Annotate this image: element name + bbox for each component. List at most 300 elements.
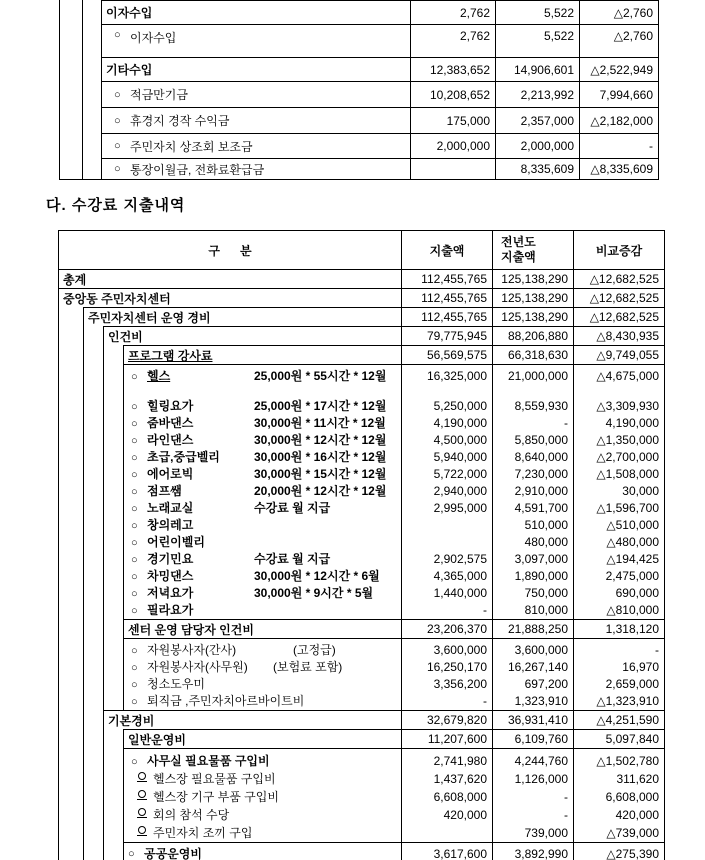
circle-bullet-icon: ○ xyxy=(131,401,138,413)
row-label: 기본경비 xyxy=(108,713,155,728)
line-item xyxy=(131,676,401,693)
circle-bullet-icon: ○ xyxy=(128,847,135,860)
indent-corridor xyxy=(59,326,84,345)
row-label: 이자수입 xyxy=(130,31,177,45)
diff-value: △480,000 xyxy=(606,535,659,549)
prev-spend-value: 1,890,000 xyxy=(514,569,568,583)
circle-bullet-icon: ○ xyxy=(131,645,138,657)
spend-value: 4,500,000 xyxy=(433,433,487,447)
prev-spend-value: 16,267,140 xyxy=(507,660,568,674)
indent-corridor xyxy=(60,57,83,81)
diff-value: - xyxy=(579,134,658,158)
diff-value: △4,251,590 xyxy=(573,711,664,729)
circle-underline-bullet-icon xyxy=(137,826,153,838)
indent-corridor xyxy=(83,133,102,158)
prev-spend-value: 6,109,760 xyxy=(492,730,573,748)
prev-spend-value: 21,000,000 xyxy=(507,369,568,383)
indent-corridor xyxy=(83,81,102,107)
prev-spend-value: 510,000 xyxy=(524,518,568,532)
table-row xyxy=(59,729,664,748)
item-detail: 30,000원 * 16시간 * 12월 xyxy=(254,450,387,464)
spend-value: 112,455,765 xyxy=(401,308,492,326)
circle-bullet-icon: ○ xyxy=(131,554,138,566)
spend-value: 175,000 xyxy=(410,108,495,133)
item-label: 경기민요 xyxy=(147,552,194,566)
diff-value: △2,760 xyxy=(579,25,658,57)
prev-spend-value: 5,522 xyxy=(495,1,579,24)
prev-spend-value: 66,318,630 xyxy=(492,346,573,364)
indent-corridor xyxy=(59,345,84,364)
item-label: 헬스장 필요물품 구입비 xyxy=(153,772,276,786)
category-cell xyxy=(124,639,401,710)
prev-spend-value: 8,559,930 xyxy=(514,399,568,413)
item-label: 줌바댄스 xyxy=(147,416,194,430)
prev-spend-value: 2,910,000 xyxy=(514,484,568,498)
prev-spend-value: 14,906,601 xyxy=(495,58,579,81)
category-cell xyxy=(124,749,401,842)
office-items-block xyxy=(59,748,664,842)
spend-value: 2,902,575 xyxy=(433,552,487,566)
table-row xyxy=(60,133,658,158)
diff-value: △8,335,609 xyxy=(579,159,658,179)
item-label: 점프쌤 xyxy=(147,484,182,498)
circle-bullet-icon: ○ xyxy=(131,452,138,464)
line-item xyxy=(131,415,401,432)
prev-spend-value: 4,244,760 xyxy=(514,754,568,768)
circle-bullet-icon: ○ xyxy=(131,756,138,768)
indent-corridor xyxy=(84,842,104,860)
spend-value: 23,206,370 xyxy=(401,620,492,638)
indent-corridor xyxy=(60,133,83,158)
line-item xyxy=(131,770,401,788)
item-label: 자원봉사자(간사) xyxy=(147,643,237,657)
table-row xyxy=(59,307,664,326)
spend-value: 16,325,000 xyxy=(426,369,487,383)
diff-value: △12,682,525 xyxy=(573,289,664,307)
prev-spend-value: 125,138,290 xyxy=(492,270,573,288)
line-item xyxy=(131,693,401,710)
item-label: 노래교실 xyxy=(147,501,194,515)
spend-value: 32,679,820 xyxy=(401,711,492,729)
diff-value: △12,682,525 xyxy=(573,308,664,326)
item-label: 청소도우미 xyxy=(147,677,205,691)
circle-underline-bullet-icon xyxy=(137,790,153,802)
item-label: 회의 참석 수당 xyxy=(153,808,230,822)
diff-value: 30,000 xyxy=(622,484,659,498)
prev-spend-value: 8,640,000 xyxy=(514,450,568,464)
indent-corridor xyxy=(59,307,84,326)
indent-corridor xyxy=(59,619,84,638)
indent-corridor xyxy=(84,326,104,345)
indent-corridor xyxy=(104,748,124,842)
diff-value: △2,182,000 xyxy=(579,108,658,133)
line-item xyxy=(131,806,401,824)
item-detail: 30,000원 * 12시간 * 12월 xyxy=(254,433,387,447)
header-diff: 비교증감 xyxy=(573,231,664,269)
indent-corridor xyxy=(83,57,102,81)
item-detail: 30,000원 * 9시간 * 5월 xyxy=(254,586,374,600)
table-row xyxy=(59,288,664,307)
spend-value: 112,455,765 xyxy=(401,270,492,288)
item-label: 저녁요가 xyxy=(147,586,194,600)
indent-corridor xyxy=(84,345,104,364)
prev-spend-value: 5,522 xyxy=(495,25,579,57)
line-item xyxy=(131,585,401,602)
line-item xyxy=(131,449,401,466)
indent-corridor xyxy=(60,107,83,133)
spend-value: 3,356,200 xyxy=(433,677,487,691)
row-label: 적금만기금 xyxy=(130,88,188,102)
row-label: 기타수입 xyxy=(106,63,153,77)
prev-spend-value: 810,000 xyxy=(524,603,568,617)
line-item xyxy=(131,483,401,500)
prev-spend-value: 88,206,880 xyxy=(492,327,573,345)
spend-value: 4,190,000 xyxy=(433,416,487,430)
line-item xyxy=(131,517,401,534)
circle-bullet-icon: ○ xyxy=(114,163,121,175)
row-label: 통장이월금, 전화료환급금 xyxy=(130,162,265,177)
spend-cell xyxy=(401,749,492,842)
indent-corridor xyxy=(84,364,104,619)
diff-value: △8,430,935 xyxy=(573,327,664,345)
circle-bullet-icon: ○ xyxy=(114,88,121,101)
indent-corridor xyxy=(104,842,124,860)
circle-bullet-icon: ○ xyxy=(131,435,138,447)
item-detail: 30,000원 * 15시간 * 12월 xyxy=(254,467,387,481)
category-cell xyxy=(124,365,401,619)
diff-value: △3,309,930 xyxy=(596,399,659,413)
diff-value: 4,190,000 xyxy=(605,416,659,430)
item-label: 필라요가 xyxy=(147,603,194,617)
line-item xyxy=(131,398,401,415)
prev-spend-value: 125,138,290 xyxy=(492,289,573,307)
table-row xyxy=(60,24,658,57)
line-item xyxy=(131,466,401,483)
spend-value: 2,940,000 xyxy=(433,484,487,498)
line-item xyxy=(131,368,401,385)
spend-value: 5,940,000 xyxy=(433,450,487,464)
prev-spend-value: 1,323,910 xyxy=(514,694,568,708)
item-label: 주민자치 조끼 구입 xyxy=(153,826,253,840)
diff-value: △510,000 xyxy=(606,518,659,532)
prev-spend-value: 2,213,992 xyxy=(495,82,579,107)
spend-value: 79,775,945 xyxy=(401,327,492,345)
indent-corridor xyxy=(59,638,84,710)
indent-corridor xyxy=(104,619,124,638)
indent-corridor xyxy=(104,345,124,364)
indent-corridor xyxy=(59,748,84,842)
diff-value: 1,318,120 xyxy=(573,620,664,638)
indent-corridor xyxy=(84,748,104,842)
spend-value: 3,617,600 xyxy=(401,843,492,860)
item-label: 에어로빅 xyxy=(147,467,194,481)
diff-value: 420,000 xyxy=(615,808,659,822)
diff-value: 16,970 xyxy=(622,660,659,674)
diff-value: △810,000 xyxy=(606,603,659,617)
diff-value: 6,608,000 xyxy=(605,790,659,804)
prev-spend-value: 4,591,700 xyxy=(514,501,568,515)
line-item xyxy=(131,602,401,619)
table-row xyxy=(59,710,664,729)
row-label: 이자수입 xyxy=(106,6,153,20)
diff-value: 2,475,000 xyxy=(605,569,659,583)
diff-cell xyxy=(573,365,664,619)
item-label: 어린이벨리 xyxy=(147,535,205,549)
table-row xyxy=(59,619,664,638)
diff-value: △194,425 xyxy=(606,552,659,566)
indent-corridor xyxy=(104,364,124,619)
item-detail: 25,000원 * 17시간 * 12월 xyxy=(254,399,387,413)
prev-spend-value: 1,126,000 xyxy=(514,772,568,786)
circle-bullet-icon: ○ xyxy=(131,371,138,383)
prev-spend-value: 7,230,000 xyxy=(514,467,568,481)
spend-value: 11,207,600 xyxy=(401,730,492,748)
spend-cell xyxy=(401,639,492,710)
item-label: 라인댄스 xyxy=(147,433,194,447)
diff-value: △1,502,780 xyxy=(596,754,659,768)
spend-value: 5,250,000 xyxy=(433,399,487,413)
spend-value: 2,762 xyxy=(410,1,495,24)
spend-value xyxy=(407,824,487,842)
spend-value xyxy=(407,517,487,534)
spend-value: 16,250,170 xyxy=(426,660,487,674)
line-item xyxy=(131,752,401,770)
line-item xyxy=(131,500,401,517)
prev-spend-value: 36,931,410 xyxy=(492,711,573,729)
item-label: 초급,중급벨리 xyxy=(147,450,220,464)
spend-value xyxy=(407,534,487,551)
circle-bullet-icon: ○ xyxy=(131,605,138,617)
table-row xyxy=(59,842,664,860)
indent-corridor xyxy=(83,107,102,133)
indent-corridor xyxy=(83,158,102,179)
diff-value: △2,700,000 xyxy=(596,450,659,464)
indent-corridor xyxy=(104,729,124,748)
circle-underline-bullet-icon xyxy=(137,772,153,784)
circle-bullet-icon: ○ xyxy=(131,571,138,583)
circle-bullet-icon: ○ xyxy=(131,503,138,515)
circle-bullet-icon: ○ xyxy=(131,418,138,430)
item-detail: 25,000원 * 55시간 * 12월 xyxy=(254,369,387,383)
line-item xyxy=(131,659,401,676)
prev-spend-cell xyxy=(492,749,573,842)
spend-value: - xyxy=(483,603,487,617)
circle-bullet-icon: ○ xyxy=(131,486,138,498)
spend-value: 10,208,652 xyxy=(410,82,495,107)
circle-bullet-icon: ○ xyxy=(114,140,121,152)
circle-bullet-icon: ○ xyxy=(131,679,138,691)
prev-spend-value: 2,357,000 xyxy=(495,108,579,133)
prev-spend-value: 750,000 xyxy=(524,586,568,600)
prev-spend-value: 125,138,290 xyxy=(492,308,573,326)
diff-value: △2,522,949 xyxy=(579,58,658,81)
item-label: 사무실 필요물품 구입비 xyxy=(147,754,270,768)
indent-corridor xyxy=(59,710,84,729)
item-label: 헬스장 기구 부품 구입비 xyxy=(153,790,279,804)
staff-items-block xyxy=(59,638,664,710)
diff-value: △9,749,055 xyxy=(573,346,664,364)
expense-table xyxy=(58,230,665,860)
row-label: 인건비 xyxy=(108,329,143,344)
prev-spend-value: 2,000,000 xyxy=(495,134,579,158)
prev-spend-value: 3,600,000 xyxy=(514,643,568,657)
spend-value: 420,000 xyxy=(443,808,487,822)
item-detail: 20,000원 * 12시간 * 12월 xyxy=(254,484,387,498)
prev-spend-value: - xyxy=(564,790,568,804)
diff-value: △1,508,000 xyxy=(596,467,659,481)
indent-corridor xyxy=(83,0,102,24)
diff-value: △275,390 xyxy=(573,843,664,860)
table-row xyxy=(59,269,664,288)
spend-value: 2,741,980 xyxy=(433,754,487,768)
indent-corridor xyxy=(59,729,84,748)
circle-bullet-icon: ○ xyxy=(131,537,138,549)
circle-bullet-icon: ○ xyxy=(114,114,121,127)
item-detail: 30,000원 * 11시간 * 12월 xyxy=(254,416,386,430)
item-detail: 수강료 월 지급 xyxy=(254,552,331,566)
table-row xyxy=(59,345,664,364)
table-row xyxy=(60,107,658,133)
row-label: 중앙동 주민자치센터 xyxy=(63,291,171,306)
circle-bullet-icon: ○ xyxy=(131,696,138,708)
income-table xyxy=(59,0,659,180)
line-item xyxy=(131,551,401,568)
prev-spend-value: 739,000 xyxy=(524,826,568,840)
table-row xyxy=(60,57,658,81)
header-prev-line2: 지출액 xyxy=(501,250,536,264)
prev-spend-value: 5,850,000 xyxy=(514,433,568,447)
line-item xyxy=(131,432,401,449)
indent-corridor xyxy=(104,638,124,710)
item-detail: (고정급) xyxy=(293,643,336,657)
spend-value: 112,455,765 xyxy=(401,289,492,307)
row-label: 총계 xyxy=(63,272,87,287)
circle-bullet-icon: ○ xyxy=(114,29,121,41)
line-item xyxy=(131,788,401,806)
spend-value: 1,440,000 xyxy=(433,586,487,600)
item-label: 창의레고 xyxy=(147,518,194,532)
spend-value: 5,722,000 xyxy=(433,467,487,481)
spend-value: 3,600,000 xyxy=(433,643,487,657)
item-label: 퇴직금 ,주민자치아르바이트비 xyxy=(147,694,305,708)
diff-cell xyxy=(573,639,664,710)
row-label: 센터 운영 담당자 인건비 xyxy=(128,622,254,637)
prev-spend-cell xyxy=(492,639,573,710)
item-detail: (보험료 포함) xyxy=(273,660,343,674)
indent-corridor xyxy=(59,364,84,619)
prev-spend-value: 697,200 xyxy=(524,677,568,691)
prev-spend-value: 3,097,000 xyxy=(514,552,568,566)
prev-spend-value: - xyxy=(564,416,568,430)
item-label: 힐링요가 xyxy=(147,399,194,413)
prev-spend-value: 480,000 xyxy=(524,535,568,549)
spend-value: 56,569,575 xyxy=(401,346,492,364)
circle-bullet-icon: ○ xyxy=(131,588,138,600)
diff-value: △4,675,000 xyxy=(596,369,659,383)
diff-value: △2,760 xyxy=(579,1,658,24)
indent-corridor xyxy=(59,842,84,860)
diff-value: △12,682,525 xyxy=(573,270,664,288)
row-label: 주민자치 상조회 보조금 xyxy=(130,139,253,154)
diff-value: 5,097,840 xyxy=(573,730,664,748)
line-item xyxy=(131,568,401,585)
diff-value: △1,323,910 xyxy=(596,694,659,708)
item-label: 자원봉사자(사무원) xyxy=(147,660,248,674)
spend-value: 2,995,000 xyxy=(433,501,487,515)
diff-value: 690,000 xyxy=(615,586,659,600)
diff-value: △1,350,000 xyxy=(596,433,659,447)
prev-spend-cell xyxy=(492,365,573,619)
header-spend: 지출액 xyxy=(401,231,492,269)
row-label: 공공운영비 xyxy=(144,847,202,860)
indent-corridor xyxy=(60,81,83,107)
prev-spend-value: 8,335,609 xyxy=(495,159,579,179)
spend-value: - xyxy=(483,694,487,708)
indent-corridor xyxy=(84,619,104,638)
line-item xyxy=(131,642,401,659)
diff-value: △739,000 xyxy=(606,826,659,840)
spend-value: 6,608,000 xyxy=(433,790,487,804)
section-title: 다. 수강료 지출내역 xyxy=(46,197,186,214)
table-row xyxy=(59,326,664,345)
row-label: 휴경지 경작 수익금 xyxy=(130,114,230,128)
spend-cell xyxy=(401,365,492,619)
indent-corridor xyxy=(60,0,83,24)
circle-underline-bullet-icon xyxy=(137,808,153,820)
indent-corridor xyxy=(60,24,83,57)
circle-bullet-icon: ○ xyxy=(131,520,138,532)
prev-spend-value: - xyxy=(564,808,568,822)
spend-value: 2,762 xyxy=(410,25,495,57)
indent-corridor xyxy=(84,729,104,748)
table-row xyxy=(60,0,658,24)
diff-value: △1,596,700 xyxy=(596,501,659,515)
line-item xyxy=(131,534,401,551)
item-label: 차밍댄스 xyxy=(147,569,194,583)
table-row xyxy=(60,158,658,179)
diff-value: - xyxy=(655,643,659,657)
spend-value: 4,365,000 xyxy=(433,569,487,583)
header-category: 구 분 xyxy=(208,243,252,258)
indent-corridor xyxy=(84,710,104,729)
line-item xyxy=(131,824,401,842)
indent-corridor xyxy=(60,158,83,179)
circle-bullet-icon: ○ xyxy=(131,662,138,674)
item-detail: 수강료 월 지급 xyxy=(254,501,331,515)
header-prev-spend xyxy=(492,231,573,269)
item-detail: 30,000원 * 12시간 * 6월 xyxy=(254,569,380,583)
spend-value: 1,437,620 xyxy=(433,772,487,786)
row-label: 일반운영비 xyxy=(128,732,186,747)
table-row xyxy=(60,81,658,107)
spend-value: 2,000,000 xyxy=(410,134,495,158)
row-label: 주민자치센터 운영 경비 xyxy=(88,310,211,325)
row-label: 프로그램 강사료 xyxy=(128,348,213,363)
diff-value: 2,659,000 xyxy=(605,677,659,691)
header-prev-line1: 전년도 xyxy=(501,235,536,249)
circle-bullet-icon: ○ xyxy=(131,469,138,481)
table-header-row xyxy=(59,231,664,269)
item-label: 헬스 xyxy=(147,369,171,383)
program-items-block xyxy=(59,364,664,619)
diff-value: 311,620 xyxy=(616,772,659,786)
indent-corridor xyxy=(84,638,104,710)
spend-value: 12,383,652 xyxy=(410,58,495,81)
prev-spend-value: 3,892,990 xyxy=(492,843,573,860)
spend-value xyxy=(410,159,495,179)
diff-cell xyxy=(573,749,664,842)
indent-corridor xyxy=(83,24,102,57)
